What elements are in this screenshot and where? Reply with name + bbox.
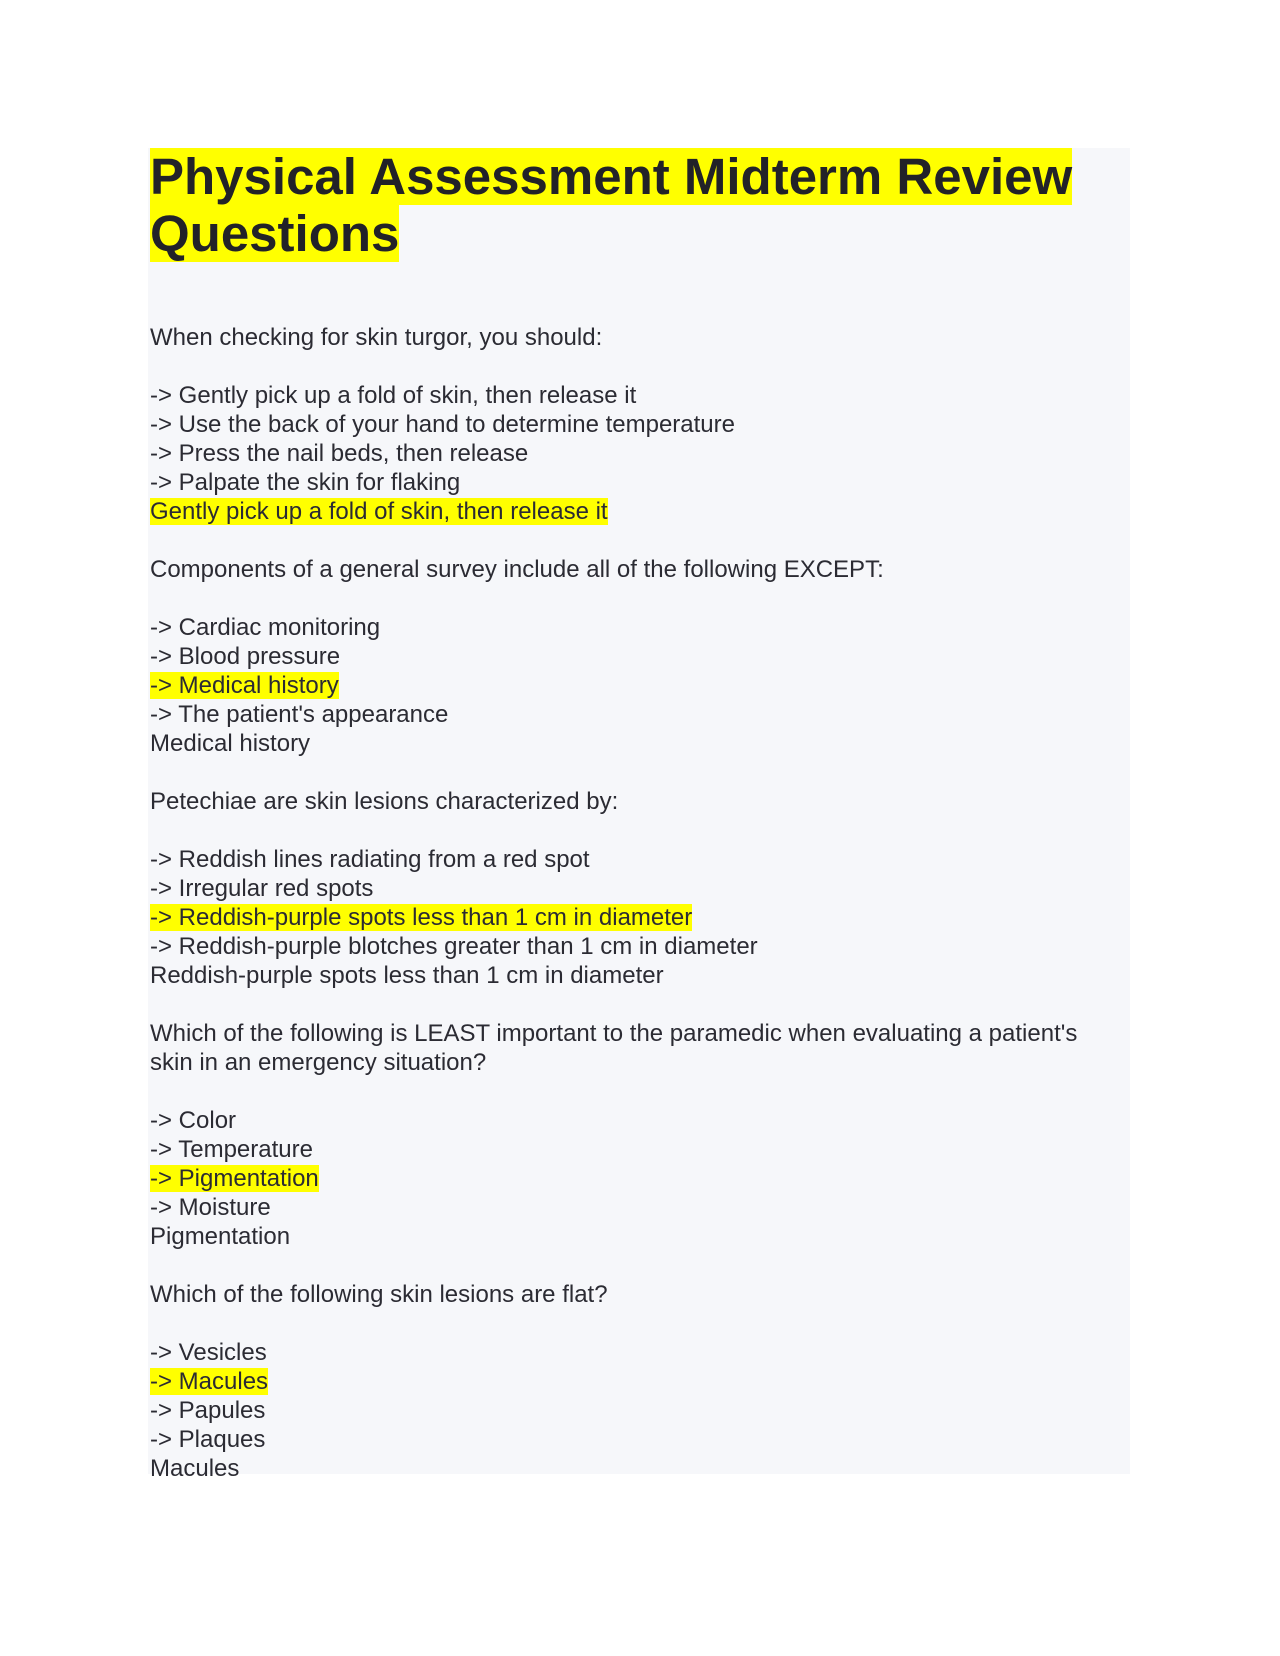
answer-option [150,1425,1125,1454]
option-text: -> Cardiac monitoring [150,614,381,641]
question-stem: Which of the following is LEAST important to the paramedic when evaluating a patient's skin in an emergency situation? [150,1020,1078,1076]
correct-answer [150,961,1125,990]
answer-option [150,1106,1125,1135]
option-text: -> Temperature [150,1136,313,1163]
question-list [150,323,1125,1512]
answer-option [150,410,1125,439]
option-text: -> Reddish lines radiating from a red spot [150,846,590,873]
correct-answer [150,729,1125,758]
answer-option [150,1164,1125,1193]
option-text: -> Papules [150,1397,266,1424]
question-stem: Petechiae are skin lesions characterized by: [150,788,619,815]
option-text: -> Gently pick up a fold of skin, then release it [150,382,637,409]
question-block [150,1280,1125,1483]
option-text: -> Blood pressure [150,643,341,670]
answer-option [150,1193,1125,1222]
question-block [150,555,1125,758]
option-text: -> Vesicles [150,1339,267,1366]
question-stem: When checking for skin turgor, you should: [150,324,603,351]
answer-option [150,1338,1125,1367]
option-text: -> Press the nail beds, then release [150,440,529,467]
answer-option [150,700,1125,729]
highlighted-option-text: -> Macules [150,1368,269,1395]
answer-option [150,874,1125,903]
answer-option [150,613,1125,642]
option-text: -> Palpate the skin for flaking [150,469,461,496]
question-block [150,1019,1125,1251]
highlighted-option-text: -> Medical history [150,672,339,699]
correct-answer-text: Medical history [150,730,311,757]
answer-option [150,671,1125,700]
correct-answer [150,497,1125,526]
correct-answer-text: Gently pick up a fold of skin, then release it [150,498,608,525]
answer-option [150,1135,1125,1164]
correct-answer [150,1454,1125,1483]
answer-option [150,903,1125,932]
answer-option [150,932,1125,961]
answer-option [150,468,1125,497]
option-text: -> Moisture [150,1194,271,1221]
correct-answer-text: Macules [150,1455,240,1482]
question-stem: Components of a general survey include all of the following EXCEPT: [150,556,884,583]
page-title [150,148,1110,262]
question-block [150,323,1125,526]
option-text: -> The patient's appearance [150,701,449,728]
question-stem: Which of the following skin lesions are flat? [150,1281,608,1308]
option-text: -> Reddish-purple blotches greater than 1 cm in diameter [150,933,758,960]
correct-answer [150,1222,1125,1251]
option-text: -> Use the back of your hand to determine temperature [150,411,735,438]
option-text: -> Irregular red spots [150,875,374,902]
correct-answer-text: Pigmentation [150,1223,291,1250]
answer-option [150,845,1125,874]
page-title-text: Physical Assessment Midterm Review Questions [150,148,1073,262]
answer-option [150,1396,1125,1425]
answer-option [150,439,1125,468]
answer-option [150,642,1125,671]
correct-answer-text: Reddish-purple spots less than 1 cm in diameter [150,962,664,989]
option-text: -> Plaques [150,1426,266,1453]
answer-option [150,381,1125,410]
highlighted-option-text: -> Reddish-purple spots less than 1 cm in diameter [150,904,693,931]
question-block [150,787,1125,990]
highlighted-option-text: -> Pigmentation [150,1165,319,1192]
option-text: -> Color [150,1107,237,1134]
answer-option [150,1367,1125,1396]
